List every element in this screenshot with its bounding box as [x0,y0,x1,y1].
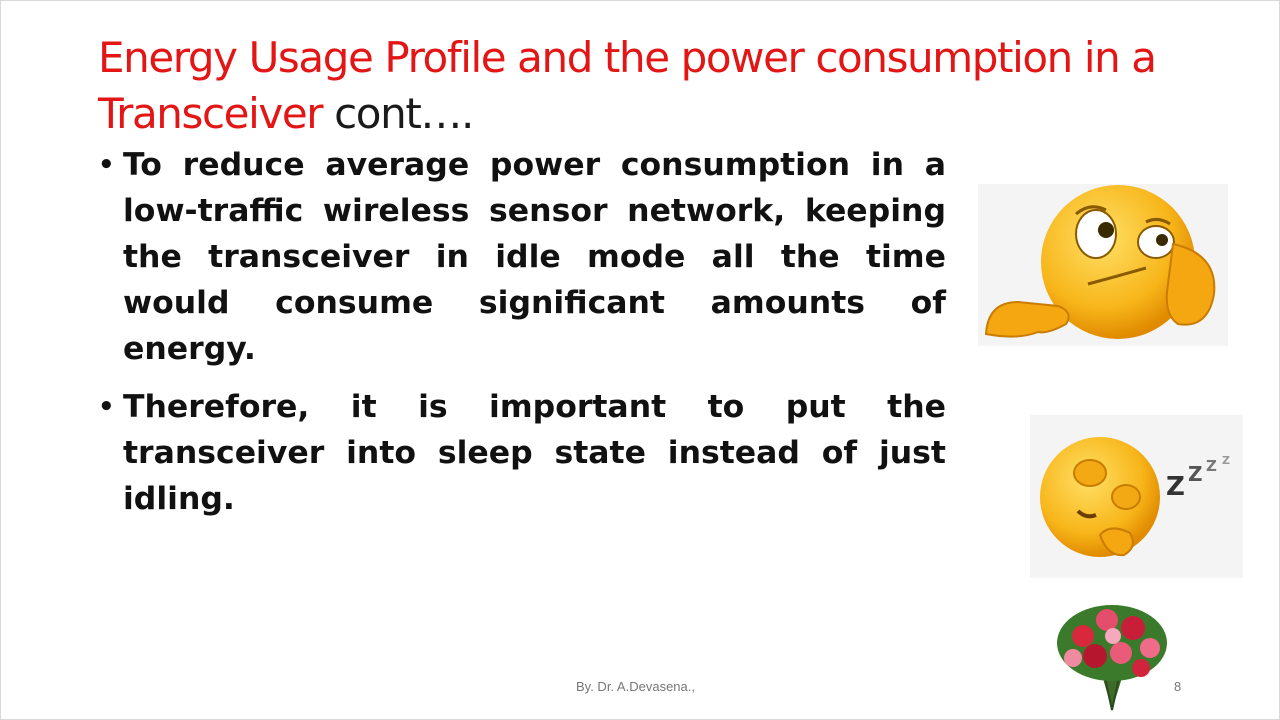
bullet-text: Therefore, it is important to put the transceiver into sleep state instead of just idling. [123,389,946,517]
title-suffix: cont…. [322,89,473,138]
page-number: 8 [1174,679,1182,694]
bullet-list [98,142,946,534]
bullet-icon: • [98,150,115,180]
title-main: Energy Usage Profile and the power consumption in a Transceiver [98,33,1156,138]
bullet-item [98,142,946,372]
sleeping-emoji-image [1030,415,1243,578]
flower-bouquet-image [1055,598,1170,713]
svg-text:Z: Z [1206,457,1217,475]
slide-title [98,30,1178,142]
svg-text:Z: Z [1222,454,1230,467]
footer-author: By. Dr. A.Devasena., [576,679,695,694]
bullet-icon: • [98,392,115,422]
zzz-text: Z [1166,472,1185,502]
bullet-item [98,384,946,522]
thinking-emoji-icon [978,184,1228,346]
thinking-emoji-image [978,184,1228,346]
bullet-text: To reduce average power consumption in a low-traffic wireless sensor network, keeping the transceiver in idle mode all the time would consume significant amounts of energy. [123,147,946,367]
flower-bouquet-icon [1055,598,1170,713]
sleeping-emoji-icon [1030,415,1243,578]
svg-text:Z: Z [1188,462,1203,486]
